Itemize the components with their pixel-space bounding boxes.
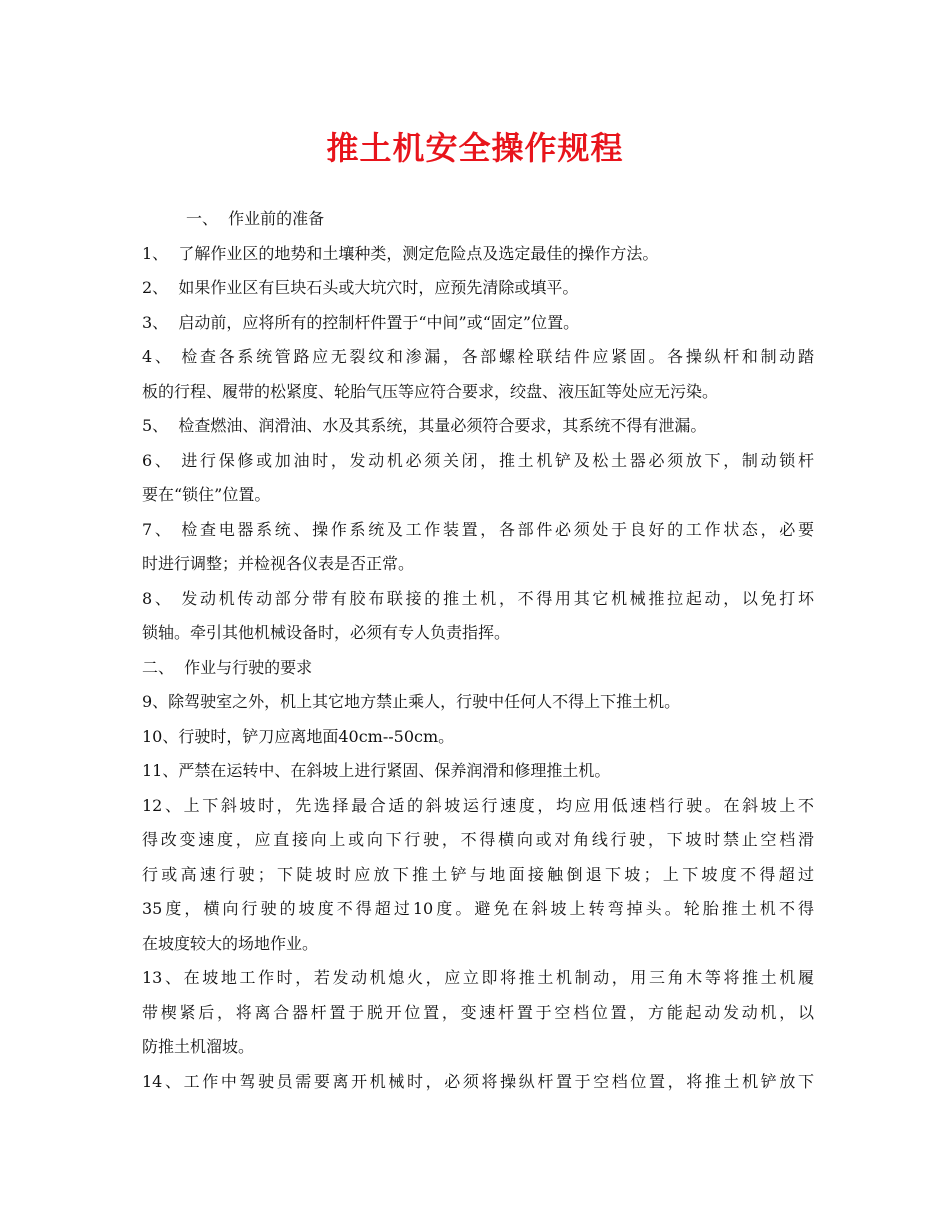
paragraph-line: 带楔紧后，将离合器杆置于脱开位置，变速杆置于空档位置，方能起动发动机，以: [142, 1002, 814, 1022]
paragraph-line: 11、严禁在运转中、在斜坡上进行紧固、保养润滑和修理推土机。: [142, 761, 611, 780]
paragraph-line: 2、 如果作业区有巨块石头或大坑穴时，应预先清除或填平。: [142, 278, 579, 297]
paragraph-line: 得改变速度，应直接向上或向下行驶，不得横向或对角线行驶，下坡时禁止空档滑: [142, 830, 814, 849]
paragraph-line: 时进行调整；并检视各仪表是否正常。: [142, 554, 415, 573]
paragraph-line: 3、 启动前，应将所有的控制杆件置于“中间”或“固定”位置。: [142, 312, 580, 332]
section-heading-2: 二、 作业与行驶的要求: [142, 657, 313, 677]
paragraph-line: 6、 进行保修或加油时，发动机必须关闭，推土机铲及松土器必须放下，制动锁杆: [142, 450, 814, 470]
paragraph-line: 7、 检查电器系统、操作系统及工作装置，各部件必须处于良好的工作状态，必要: [142, 519, 814, 539]
paragraph-line: 在坡度较大的场地作业。: [142, 933, 319, 953]
paragraph-line: 14、工作中驾驶员需要离开机械时，必须将操纵杆置于空档位置，将推土机铲放下: [142, 1071, 814, 1091]
paragraph-line: 5、 检查燃油、润滑油、水及其系统，其量必须符合要求，其系统不得有泄漏。: [142, 416, 707, 435]
paragraph-line: 行或高速行驶；下陡坡时应放下推土铲与地面接触倒退下坡；上下坡度不得超过: [142, 864, 814, 884]
paragraph-line: 9、除驾驶室之外，机上其它地方禁止乘人，行驶中任何人不得上下推土机。: [142, 692, 681, 711]
paragraph-line: 防推土机溜坡。: [142, 1037, 255, 1056]
paragraph-line: 锁轴。牵引其他机械设备时，必须有专人负责指挥。: [142, 623, 511, 642]
paragraph-line: 1、 了解作业区的地势和土壤种类，测定危险点及选定最佳的操作方法。: [142, 243, 659, 263]
paragraph-line: 10、行驶时，铲刀应离地面40cm--50cm。: [142, 726, 455, 746]
paragraph-line: 4、 检查各系统管路应无裂纹和渗漏，各部螺栓联结件应紧固。各操纵杆和制动踏: [142, 347, 814, 366]
document-body: [142, 202, 814, 1099]
paragraph-line: 板的行程、履带的松紧度、轮胎气压等应符合要求，绞盘、液压缸等处应无污染。: [142, 381, 719, 401]
paragraph-line: 8、 发动机传动部分带有胶布联接的推土机，不得用其它机械推拉起动，以免打坏: [142, 588, 814, 608]
paragraph-line: 要在“锁住”位置。: [142, 485, 271, 504]
document-title: 推土机安全操作规程: [326, 129, 624, 167]
paragraph-line: 12、上下斜坡时，先选择最合适的斜坡运行速度，均应用低速档行驶。在斜坡上不: [142, 795, 814, 815]
section-heading-1: 一、 作业前的准备: [186, 209, 325, 228]
paragraph-line: 35度，横向行驶的坡度不得超过10度。避免在斜坡上转弯掉头。轮胎推土机不得: [142, 899, 814, 918]
paragraph-line: 13、在坡地工作时，若发动机熄火，应立即将推土机制动，用三角木等将推土机履: [142, 968, 814, 987]
